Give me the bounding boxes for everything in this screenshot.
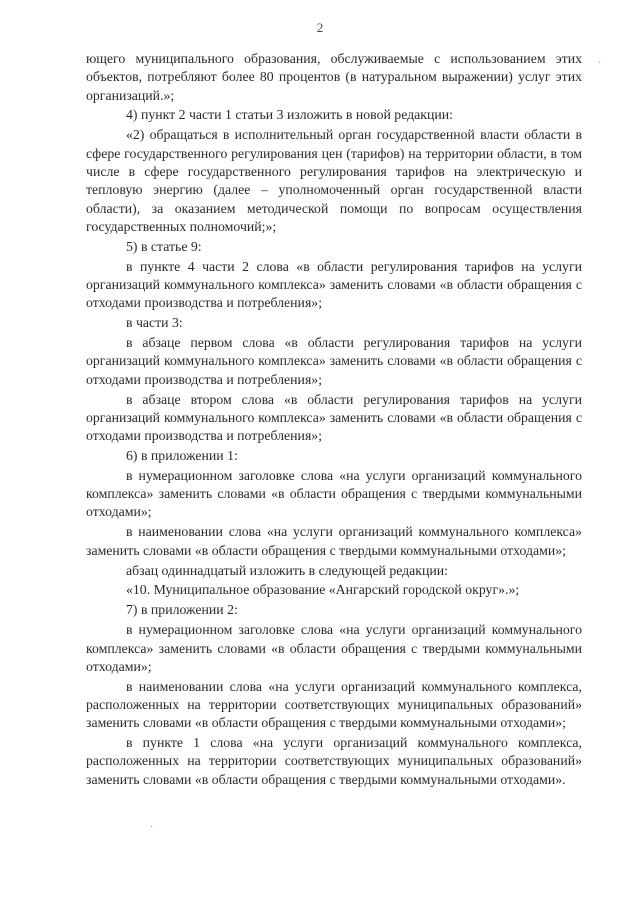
page-number: 2 (316, 20, 324, 35)
paragraph: в наименовании слова «на услуги организаций коммунального комплекса, расположенных на территории соответствующих муниципальных образований» заменить словами «в области обращения с твердыми коммунальными отходами»; (86, 678, 582, 731)
paragraph: абзац одиннадцатый изложить в следующей редакции: (126, 562, 448, 578)
paragraph: «10. Муниципальное образование «Ангарский городской округ».»; (126, 582, 520, 598)
paragraph: 6) в приложении 1: (126, 447, 238, 463)
paragraph: в пункте 4 части 2 слова «в области регулирования тарифов на услуги организаций коммунального комплекса» заменить словами «в области обращения с отходами производства и потребления»; (86, 258, 582, 311)
paragraph: в наименовании слова «на услуги организаций коммунального комплекса» заменить словами «в области обращения с твердыми коммунальными отходами»; (86, 524, 582, 558)
scan-speck: · (598, 58, 602, 69)
paragraph: в пункте 1 слова «на услуги организаций коммунального комплекса, расположенных на территории соответствующих муниципальных образований» заменить словами «в области обращения с твердыми коммунальными отходами». (86, 735, 582, 787)
paragraph: в абзаце первом слова «в области регулирования тарифов на услуги организаций коммунального комплекса» заменить словами «в области обращения с отходами производства и потребления»; (86, 335, 582, 387)
paragraph: «2) обращаться в исполнительный орган государственной власти области в сфере государственного регулирования цен (тарифов) на территории области, в том числе в сфере государственного регулирования тарифов на электрическую и тепловую энергию (далее – уполномоченный орган государственной власти области), за оказанием методической помощи по вопросам осуществления государственных полномочий;»; (86, 127, 582, 234)
paragraph: 5) в статье 9: (126, 238, 202, 254)
paragraph: в части 3: (126, 315, 183, 331)
paragraph: в абзаце втором слова «в области регулирования тарифов на услуги организаций коммунального комплекса» заменить словами «в области обращения с отходами производства и потребления»; (86, 391, 582, 444)
paragraph: 7) в приложении 2: (126, 602, 238, 618)
scan-speck: · (150, 822, 154, 833)
paragraph: в нумерационном заголовке слова «на услуги организаций коммунального комплекса» заменить словами «в области обращения с твердыми коммунальными отходами»; (86, 467, 582, 520)
document-body (86, 50, 582, 791)
paragraph: в нумерационном заголовке слова «на услуги организаций коммунального комплекса» заменить словами «в области обращения с твердыми коммунальными отходами»; (86, 622, 582, 674)
paragraph: 4) пункт 2 части 1 статьи 3 изложить в новой редакции: (126, 107, 453, 123)
paragraph: ющего муниципального образования, обслуживаемые с использованием этих объектов, потребляют более 80 процентов (в натуральном выражении) услуг этих организаций.»; (86, 51, 582, 103)
